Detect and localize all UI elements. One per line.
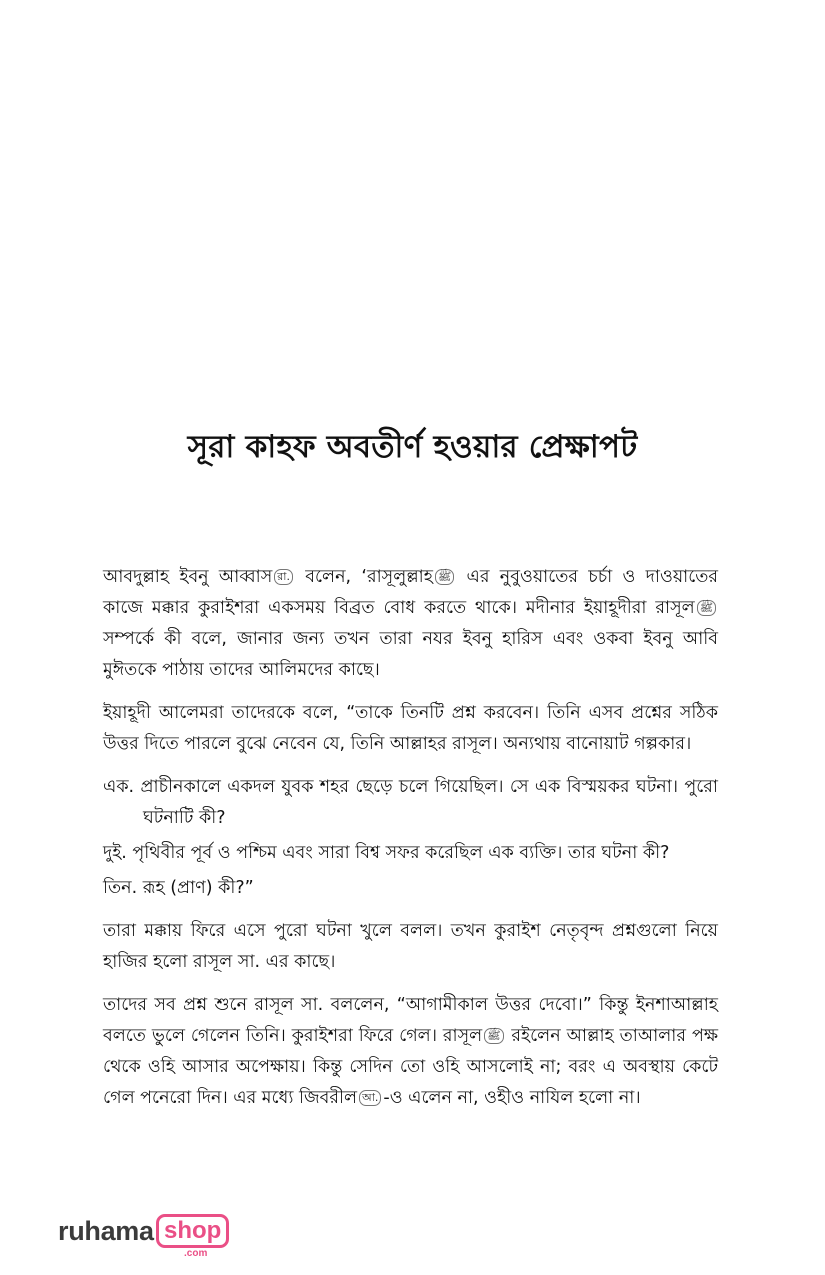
question-2: দুই. পৃথিবীর পূর্ব ও পশ্চিম এবং সারা বিশ্ব সফর করেছিল এক ব্যক্তি। তার ঘটনা কী? [103,843,670,863]
paragraph-1 [103,562,718,686]
paragraph-4 [103,990,718,1114]
paragraph-4-text-a: তাদের সব প্রশ্ন শুনে রাসূল সা. বললেন, “আগামীকাল উত্তর দেবো।” কিন্তু ইনশাআল্লাহ বলতে ভুলে গেলেন তিনি। কুরাইশরা ফিরে গেল। রাসূল [103,995,718,1046]
logo-com-text: .com [184,1248,208,1259]
honorific-mark: ﷺ [435,569,454,585]
question-1: এক. প্রাচীনকালে একদল যুবক শহর ছেড়ে চলে গিয়েছিল। সে এক বিস্ময়কর ঘটনা। পুরো ঘটনাটি কী? [103,777,718,828]
honorific-mark: ﷺ [697,600,716,616]
paragraph-3: তারা মক্কায় ফিরে এসে পুরো ঘটনা খুলে বলল। তখন কুরাইশ নেতৃবৃন্দ প্রশ্নগুলো নিয়ে হাজির হলো রাসূল সা. এর কাছে। [103,921,718,972]
honorific-mark: রা. [274,569,293,585]
honorific-mark: আ. [359,1090,381,1106]
paragraph-1-text-c: এর নুবুওয়াতের চর্চা ও দাওয়াতের কাজে মক্কার কুরাইশরা একসময় বিব্রত বোধ করতে থাকে। মদীনার ইয়াহূদীরা রাসূল [103,567,718,618]
paragraph-4-text-b: রইলেন আল্লাহ তাআলার পক্ষ থেকে ওহি আসার অপেক্ষায়। কিন্তু সেদিন তো ওহি আসলোই না; বরং এ অবস্থায় কেটে গেল পনেরো দিন। এর মধ্যে জিবরীল [103,1026,718,1108]
paragraph-4-text-c: -ও এলেন না, ওহীও নাযিল হলো না। [383,1088,641,1108]
paragraph-2: ইয়াহূদী আলেমরা তাদেরকে বলে, “তাকে তিনটি প্রশ্ন করবেন। তিনি এসব প্রশ্নের সঠিক উত্তর দিতে পারলে বুঝে নেবেন যে, তিনি আল্লাহর রাসূল। অন্যথায় বানোয়াট গল্পকার। [103,703,718,754]
honorific-mark: ﷺ [484,1028,503,1044]
question-3: তিন. রূহ (প্রাণ) কী?” [103,878,254,898]
paragraph-1-text-a: আবদুল্লাহ ইবনু আব্বাস [103,567,273,587]
paragraph-1-text-d: সম্পর্কে কী বলে, জানার জন্য তখন তারা নযর ইবনু হারিস এবং ওকবা ইবনু আবি মুঈতকে পাঠায় তাদের আলিমদের কাছে। [103,629,718,680]
paragraph-1-text-b: বলেন, ‘রাসূলুল্লাহ [295,567,433,587]
ruhamashop-logo [58,1212,228,1260]
logo-ruhama-text: ruhama [58,1216,154,1246]
logo-shop-badge: shop [156,1214,229,1248]
chapter-body [103,562,718,1114]
chapter-title: সূরা কাহফ অবতীর্ণ হওয়ার প্রেক্ষাপট [187,428,638,465]
